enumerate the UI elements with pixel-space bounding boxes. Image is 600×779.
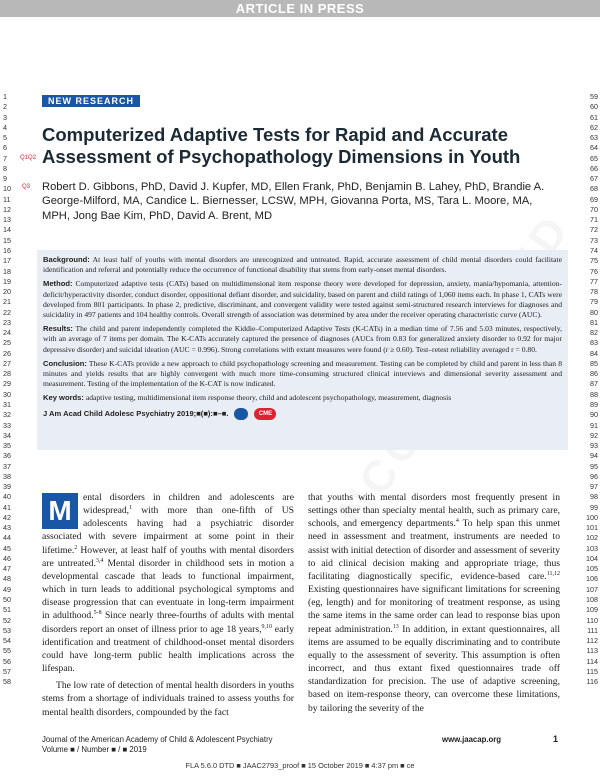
line-number: 67 bbox=[590, 174, 598, 184]
line-number: 113 bbox=[586, 646, 598, 656]
citation-line bbox=[43, 408, 562, 420]
reference-link[interactable]: 2 bbox=[74, 544, 78, 551]
line-number: 37 bbox=[3, 461, 11, 471]
line-number: 101 bbox=[586, 523, 598, 533]
line-number: 83 bbox=[590, 338, 598, 348]
body-column-right bbox=[308, 491, 560, 715]
body-text: However, at least half of youths with mental disorders are untreated. bbox=[42, 544, 294, 569]
line-number: 55 bbox=[3, 646, 11, 656]
reference-link[interactable]: 13 bbox=[392, 623, 399, 630]
line-number: 112 bbox=[586, 636, 598, 646]
line-number: 96 bbox=[590, 471, 598, 481]
line-number: 47 bbox=[3, 564, 11, 574]
line-number: 25 bbox=[3, 338, 11, 348]
line-number: 12 bbox=[3, 204, 11, 214]
line-number: 50 bbox=[3, 595, 11, 605]
body-text: Mental disorder in childhood sets in motion a developmental cascade that leads to functional impairment, which in turn leads to additional psychological symptoms and disease progression that can eventuate in long-term impairment in adulthood. bbox=[42, 557, 294, 622]
line-number: 100 bbox=[586, 512, 598, 522]
query-mark-authors: Q3 bbox=[22, 184, 31, 190]
line-number: 41 bbox=[3, 502, 11, 512]
line-number: 90 bbox=[590, 410, 598, 420]
line-number: 54 bbox=[3, 636, 11, 646]
line-number: 9 bbox=[3, 174, 7, 184]
line-number: 3 bbox=[3, 112, 7, 122]
line-number: 22 bbox=[3, 307, 11, 317]
line-number: 109 bbox=[586, 605, 598, 615]
line-number: 18 bbox=[3, 266, 11, 276]
results-label: Results: bbox=[43, 324, 73, 334]
line-number: 15 bbox=[3, 235, 11, 245]
line-number: 58 bbox=[3, 677, 11, 687]
line-number: 92 bbox=[590, 430, 598, 440]
line-number: 60 bbox=[590, 102, 598, 112]
line-number: 102 bbox=[586, 533, 598, 543]
line-number: 72 bbox=[590, 225, 598, 235]
line-number: 105 bbox=[586, 564, 598, 574]
line-number: 53 bbox=[3, 625, 11, 635]
journal-name: Journal of the American Academy of Child & Adolescent Psychiatry bbox=[42, 735, 273, 744]
line-number: 63 bbox=[590, 133, 598, 143]
line-number: 59 bbox=[590, 92, 598, 101]
line-number: 51 bbox=[3, 605, 11, 615]
reference-link[interactable]: 1 bbox=[129, 504, 133, 511]
cme-icon[interactable]: CME bbox=[254, 408, 276, 420]
line-number: 62 bbox=[590, 122, 598, 132]
line-number: 16 bbox=[3, 245, 11, 255]
line-number: 33 bbox=[3, 420, 11, 430]
line-number: 106 bbox=[586, 574, 598, 584]
article-title: Computerized Adaptive Tests for Rapid and Accurate Assessment of Psychopathology Dimensions in Youth bbox=[42, 124, 521, 167]
line-number: 14 bbox=[3, 225, 11, 235]
line-number: 46 bbox=[3, 553, 11, 563]
reference-link[interactable]: 4 bbox=[455, 518, 459, 525]
abstract-box bbox=[37, 250, 568, 450]
line-number: 73 bbox=[590, 235, 598, 245]
line-number: 32 bbox=[3, 410, 11, 420]
author-list: Robert D. Gibbons, PhD, David J. Kupfer, MD, Ellen Frank, PhD, Benjamin B. Lahey, PhD, Brandie A. George-Milford, MA, Candice L. Biernesser, LCSW, MPH, Giovanna Porta, MS, Tara L. Moore, MA, MPH, Jong Bae Kim, PhD, David A. Brent, MD bbox=[42, 181, 545, 222]
body-column-left bbox=[42, 491, 294, 719]
line-number: 71 bbox=[590, 215, 598, 225]
line-number: 116 bbox=[586, 677, 598, 687]
line-number: 19 bbox=[3, 276, 11, 286]
line-number: 23 bbox=[3, 317, 11, 327]
reference-link[interactable]: 5-8 bbox=[93, 610, 102, 617]
line-number: 31 bbox=[3, 399, 11, 409]
line-number: 7 bbox=[3, 153, 7, 163]
body-text: that youths with mental disorders most frequently present in settings other than specialty mental health, such as primary care, schools, and emergency departments. bbox=[308, 492, 560, 530]
body-text: To help span this unmet need in assessment and treatment, instruments are needed to assist with initial detection of disorder and assessment of severity to aid clinical decision making and appropriate triage, thus facilitating diagnostically specific, evidence-based care. bbox=[308, 518, 561, 582]
line-number: 56 bbox=[3, 656, 11, 666]
line-number: 10 bbox=[3, 184, 11, 194]
reference-link[interactable]: 3,4 bbox=[95, 557, 104, 564]
line-number: 110 bbox=[586, 615, 598, 625]
line-numbers-left bbox=[3, 92, 17, 687]
line-number: 1 bbox=[3, 92, 7, 101]
line-number: 99 bbox=[590, 502, 598, 512]
keywords-text: adaptive testing, multidimensional item response theory, child and adolescent psychopathology, measurement, diagnosis bbox=[83, 393, 452, 403]
line-number: 30 bbox=[3, 389, 11, 399]
body-text: In addition, in extant questionnaires, all items are assumed to be equally discriminating and to contribute equally to the assessment of severity. This assumption is often incorrect, and thus extant fixed questionnaires trade off standardization for precision. The use of adaptive screening, based on item-response theory, can overcome these limitations, by tailoring the severity of the bbox=[308, 623, 561, 714]
body-text: with more than one-fifth of US adolescents having had a psychiatric disorder associated with severe impairment at some point in their lifetime. bbox=[42, 505, 294, 556]
line-number: 115 bbox=[586, 666, 598, 676]
query-mark-title: Q1Q2 bbox=[20, 155, 37, 161]
line-number: 111 bbox=[587, 625, 598, 635]
line-number: 35 bbox=[3, 441, 11, 451]
line-number: 80 bbox=[590, 307, 598, 317]
line-number: 69 bbox=[590, 194, 598, 204]
method-text: Computerized adaptive tests (CATs) based on multidimensional item response theory were developed for depression, anxiety, mania/hypomania, attention-deficit/hyperactivity disorder, conduct disorder, oppositional defiant disorder, and suicidality, based on parent and child ratings of 1,060 items each. In phase 1, CATs were developed from 801 participants. In phase 2, predictive, discriminant, and convergent validity were tested against semi-structured research interviews for diagnoses and suicidality in 497 patients and 104 healthy controls. Overall strength of association was determined by area under the receiver operating characteristic curve (AUC). bbox=[43, 279, 562, 320]
line-number: 91 bbox=[590, 420, 598, 430]
line-number: 43 bbox=[3, 523, 11, 533]
line-number: 79 bbox=[590, 297, 598, 307]
drop-cap: M bbox=[42, 493, 78, 529]
crossmark-icon[interactable] bbox=[234, 408, 248, 420]
line-number: 13 bbox=[3, 215, 11, 225]
line-number: 44 bbox=[3, 533, 11, 543]
line-number: 27 bbox=[3, 358, 11, 368]
page-footer bbox=[42, 735, 562, 754]
line-number: 39 bbox=[3, 482, 11, 492]
line-number: 97 bbox=[590, 482, 598, 492]
line-number: 81 bbox=[590, 317, 598, 327]
line-number: 114 bbox=[586, 656, 598, 666]
line-number: 26 bbox=[3, 348, 11, 358]
line-number: 98 bbox=[590, 492, 598, 502]
line-number: 17 bbox=[3, 256, 11, 266]
line-number: 5 bbox=[3, 133, 7, 143]
body-paragraph-3 bbox=[308, 491, 560, 715]
line-number: 85 bbox=[590, 358, 598, 368]
abstract-results bbox=[43, 324, 562, 355]
abstract-conclusion bbox=[43, 359, 562, 390]
abstract-background bbox=[43, 255, 562, 275]
line-number: 104 bbox=[586, 553, 598, 563]
line-number: 74 bbox=[590, 245, 598, 255]
background-text: At least half of youths with mental disorders are unrecognized and untreated. Rapid, accurate assessment of child mental disorders could facilitate identification and referral and potentially reduce the occurrence of functional disability that stems from early-onset mental disorders. bbox=[43, 255, 562, 275]
line-number: 49 bbox=[3, 584, 11, 594]
line-number: 84 bbox=[590, 348, 598, 358]
line-number: 107 bbox=[586, 584, 598, 594]
line-number: 28 bbox=[3, 369, 11, 379]
line-number: 4 bbox=[3, 122, 7, 132]
line-number: 87 bbox=[590, 379, 598, 389]
line-number: 94 bbox=[590, 451, 598, 461]
line-number: 29 bbox=[3, 379, 11, 389]
line-number: 103 bbox=[586, 543, 598, 553]
line-number: 75 bbox=[590, 256, 598, 266]
body-text: early identification and treatment of childhood-onset mental disorders could have long-term public health implications across the lifespan. bbox=[42, 623, 294, 675]
abstract-keywords bbox=[43, 393, 562, 403]
line-number: 95 bbox=[590, 461, 598, 471]
method-label: Method: bbox=[43, 279, 73, 289]
line-number: 65 bbox=[590, 153, 598, 163]
line-number: 108 bbox=[586, 595, 598, 605]
line-number: 68 bbox=[590, 184, 598, 194]
page-number: 1 bbox=[553, 734, 559, 744]
line-number: 6 bbox=[3, 143, 7, 153]
line-number: 93 bbox=[590, 441, 598, 451]
section-tag: NEW RESEARCH bbox=[42, 95, 140, 107]
keywords-label: Key words: bbox=[43, 393, 84, 403]
line-number: 45 bbox=[3, 543, 11, 553]
line-number: 20 bbox=[3, 287, 11, 297]
citation-text: J Am Acad Child Adolesc Psychiatry 2019;■(■):■–■. bbox=[43, 408, 229, 418]
line-number: 38 bbox=[3, 471, 11, 481]
line-number: 88 bbox=[590, 389, 598, 399]
conclusion-text: These K-CATs provide a new approach to child psychopathology screening and measurement. Testing can be completed by child and parent in less than 8 minutes and yields results that are highly convergent with much more time-consuming structured clinical interviews and dimensional severity assessment and measurement. Testing of the implementation of the K-CAT is now indicated. bbox=[43, 358, 562, 389]
line-number: 11 bbox=[3, 194, 11, 204]
line-number: 24 bbox=[3, 328, 11, 338]
line-number: 52 bbox=[3, 615, 11, 625]
line-number: 70 bbox=[590, 204, 598, 214]
line-numbers-right bbox=[574, 92, 598, 687]
line-number: 77 bbox=[590, 276, 598, 286]
line-number: 78 bbox=[590, 287, 598, 297]
journal-volume: Volume ■ / Number ■ / ■ 2019 bbox=[42, 744, 147, 754]
article-in-press-banner: ARTICLE IN PRESS bbox=[0, 0, 600, 17]
line-number: 66 bbox=[590, 163, 598, 173]
line-number: 64 bbox=[590, 143, 598, 153]
journal-url[interactable]: www.jaacap.org bbox=[442, 735, 502, 744]
line-number: 42 bbox=[3, 512, 11, 522]
abstract-method bbox=[43, 279, 562, 320]
body-text: Since nearly three-fourths of adults with mental disorders report an onset of illness prior to age 18 years, bbox=[42, 610, 294, 635]
line-number: 57 bbox=[3, 666, 11, 676]
line-number: 21 bbox=[3, 297, 11, 307]
reference-link[interactable]: 11,12 bbox=[546, 570, 560, 577]
body-paragraph-1 bbox=[42, 491, 294, 675]
body-paragraph-2: The low rate of detection of mental health disorders in youths stems from a shortage of individuals trained to assess youths for mental health disorders, compounded by the fact bbox=[42, 680, 294, 718]
body-text: ental disorders in children and adolescents are widespread, bbox=[83, 492, 294, 517]
line-number: 34 bbox=[3, 430, 11, 440]
reference-link[interactable]: 9,10 bbox=[261, 623, 273, 630]
line-number: 36 bbox=[3, 451, 11, 461]
proof-line: FLA 5.6.0 DTD ■ JAAC2793_proof ■ 15 October 2019 ■ 4:37 pm ■ ce bbox=[185, 761, 415, 770]
conclusion-label: Conclusion: bbox=[43, 358, 87, 368]
background-label: Background: bbox=[43, 255, 90, 264]
line-number: 76 bbox=[590, 266, 598, 276]
line-number: 2 bbox=[3, 102, 7, 112]
line-number: 82 bbox=[590, 328, 598, 338]
line-number: 89 bbox=[590, 399, 598, 409]
results-text: The child and parent independently completed the Kiddie–Computerized Adaptive Tests (K-CATs) in a median time of 7.56 and 5.03 minutes, respectively, with an average of 7 items per domain. The K-CATs accurately captured the presence of diagnoses (AUCs from 0.83 for generalized anxiety disorder to 0.92 for major depressive disorder) and suicidal ideation (AUC = 0.996). Strong correlations with extant measures were found (r ≥ 0.60). Test–retest reliability averaged r = 0.80. bbox=[43, 324, 562, 354]
line-number: 61 bbox=[590, 112, 598, 122]
body-text: Existing questionnaires have significant limitations for screening (eg, length) and for monitoring of treatment response, as using the same items in the same order can lead to response bias upon repeat administration. bbox=[308, 584, 560, 635]
line-number: 86 bbox=[590, 369, 598, 379]
line-number: 8 bbox=[3, 163, 7, 173]
line-number: 40 bbox=[3, 492, 11, 502]
line-number: 48 bbox=[3, 574, 11, 584]
